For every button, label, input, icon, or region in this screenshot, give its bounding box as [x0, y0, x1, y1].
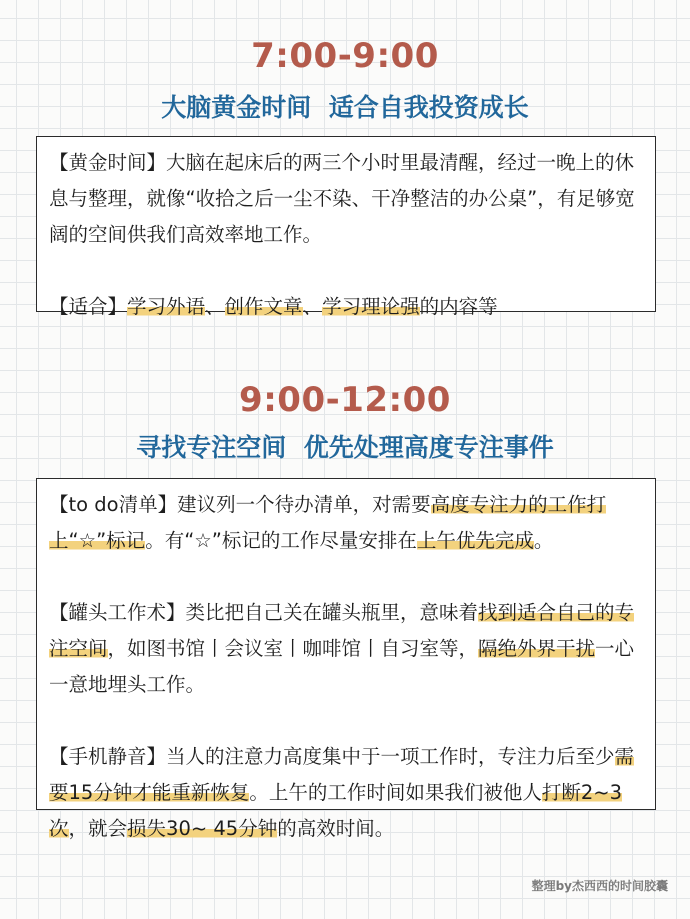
- section1-card: [36, 136, 656, 318]
- todo-text-3: 。: [533, 529, 554, 552]
- highlight-high-focus-work: 高度专注力的工作打上“☆”标记: [49, 493, 607, 552]
- todo-list-paragraph: [49, 487, 643, 559]
- credit-footer: 整理by杰西西的时间胶囊: [531, 879, 668, 893]
- phone-silent-paragraph: [49, 739, 643, 847]
- highlight-isolate-distraction: 隔绝外界干扰: [478, 637, 596, 660]
- highlight-writing: 创作文章: [224, 295, 303, 318]
- highlight-theory: 学习理论强: [322, 295, 420, 318]
- section1-time: 7:00-9:00: [251, 36, 439, 76]
- phone-text-4: 的高效时间。: [277, 817, 395, 840]
- golden-time-paragraph: [49, 145, 643, 253]
- highlight-foreign-language: 学习外语: [127, 295, 206, 318]
- todo-text-1: 【to do清单】建议列一个待办清单，对需要: [49, 493, 431, 516]
- separator-text: 、: [302, 295, 323, 318]
- golden-time-text: 【黄金时间】大脑在起床后的两三个小时里最清醒，经过一晚上的休息与整理，就像“收拾之后一尘不染、干净整洁的办公桌”，有足够宽阔的空间供我们高效率地工作。: [49, 151, 635, 246]
- section2-time: 9:00-12:00: [239, 380, 451, 420]
- todo-text-2: 。有“☆”标记的工作尽量安排在: [145, 529, 417, 552]
- section2-subtitle: 寻找专注空间 优先处理高度专注事件: [136, 433, 554, 462]
- can-method-paragraph: [49, 595, 643, 703]
- section1-subtitle: 大脑黄金时间 适合自我投资成长: [161, 93, 529, 122]
- phone-text-2: 。上午的工作时间如果我们被他人: [249, 781, 542, 804]
- separator-text: 、: [205, 295, 225, 318]
- can-text-2: ，如图书馆丨会议室丨咖啡馆丨自习室等，: [107, 637, 479, 660]
- highlight-focus-space: 找到适合自己的专注空间: [49, 601, 635, 660]
- highlight-interruptions: 打断2~3次: [49, 781, 622, 840]
- phone-text-1: 【手机静音】当人的注意力高度集中于一项工作时，专注力后至少: [49, 745, 615, 768]
- suitable-paragraph: [49, 289, 643, 325]
- section2-card: [36, 478, 656, 840]
- suitable-label: 【适合】: [49, 295, 128, 318]
- can-text-1: 【罐头工作术】类比把自己关在罐头瓶里，意味着: [49, 601, 479, 624]
- suitable-tail-text: 的内容等: [419, 295, 498, 318]
- phone-text-3: ，就会: [68, 817, 128, 840]
- highlight-time-lost: 损失30~ 45分钟: [127, 817, 278, 840]
- highlight-morning-priority: 上午优先完成: [416, 529, 534, 552]
- can-text-3: 一心一意地埋头工作。: [49, 637, 635, 696]
- highlight-recovery-time: 需要15分钟才能重新恢复: [49, 745, 635, 804]
